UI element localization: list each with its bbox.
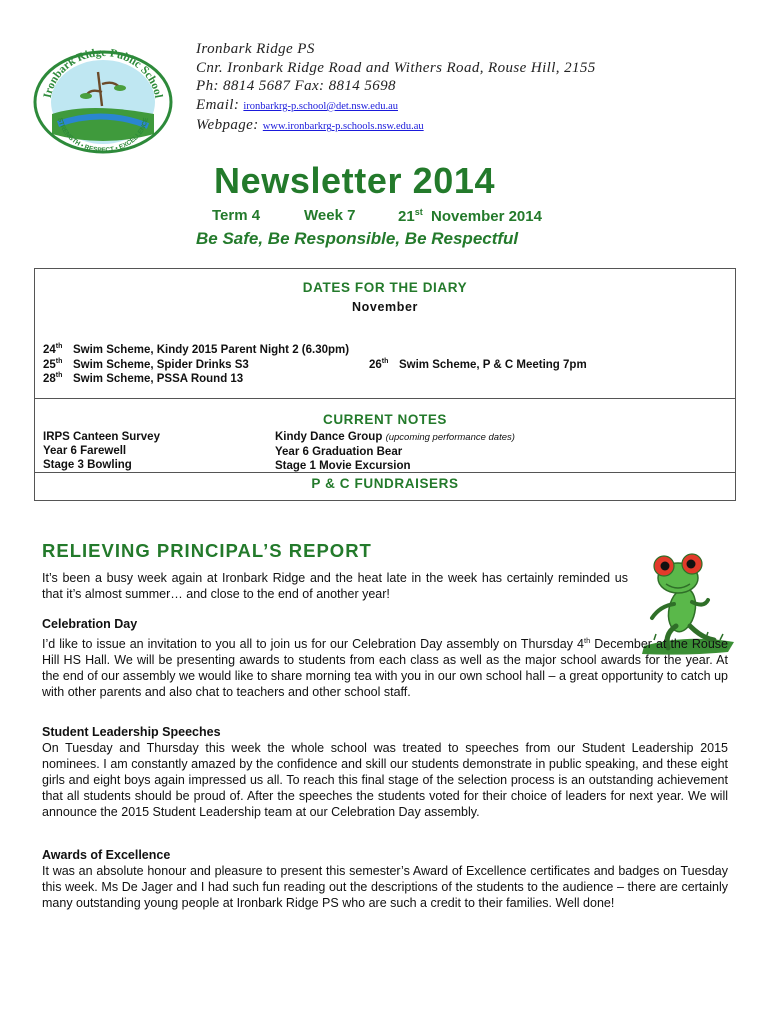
diary-month: November	[352, 300, 418, 314]
school-motto: Be Safe, Be Responsible, Be Respectful	[196, 229, 519, 248]
diary-event: 28th Swim Scheme, PSSA Round 13	[43, 372, 244, 385]
term-label: Term 4	[212, 207, 261, 224]
web-label: Webpage:	[196, 117, 259, 134]
school-contact	[196, 40, 596, 137]
school-phone-fax: Ph: 8814 5687 Fax: 8814 5698	[196, 78, 396, 95]
section-title: Celebration Day	[42, 617, 138, 631]
week-label: Week 7	[304, 207, 356, 224]
diary-event: 25th Swim Scheme, Spider Drinks S3	[43, 358, 249, 371]
report-intro: It’s been a busy week again at Ironbark Ridge and the heat late in the week has certainly reminded us that it’s almost summer… and close to the end of another year!	[42, 571, 628, 601]
diary-heading: DATES FOR THE DIARY	[302, 280, 468, 295]
notes-left	[43, 430, 160, 472]
diary-event: 24th Swim Scheme, Kindy 2015 Parent Night 2 (6.30pm)	[43, 343, 350, 356]
diary-event: 26th Swim Scheme, P & C Meeting 7pm	[369, 358, 587, 371]
logo-school-name: Ironbark Ridge Public School	[41, 46, 165, 100]
email-label: Email:	[196, 96, 240, 113]
email-link[interactable]: ironbarkrg-p.school@det.nsw.edu.au	[243, 100, 398, 112]
diary-box	[34, 268, 736, 501]
school-address: Cnr. Ironbark Ridge Road and Withers Road, Rouse Hill, 2155	[196, 59, 596, 76]
note-item: Year 6 Graduation Bear	[275, 446, 403, 458]
web-link[interactable]: www.ironbarkrg-p.schools.nsw.edu.au	[262, 121, 424, 133]
notes-right	[275, 430, 515, 473]
notes-heading: CURRENT NOTES	[322, 412, 448, 427]
note-item: IRPS Canteen Survey	[43, 431, 160, 443]
newsletter-title: Newsletter 2014	[214, 160, 496, 201]
note-item: Stage 3 Bowling	[43, 459, 132, 471]
section-title: Student Leadership Speeches	[42, 725, 221, 739]
note-item: Year 6 Farewell	[43, 445, 127, 457]
note-item: Kindy Dance Group (upcoming performance dates)	[275, 431, 515, 443]
section-body: It was an absolute honour and pleasure to present this semester’s Award of Excellence certificates and badges on Tuesday this week. Ms De Jager and I had such fun reading out the descriptions of the students to the audience – there are certainly many outstanding young people at Ironbark Ridge PS who are such a credit to their families. Well done!	[42, 864, 728, 910]
school-logo	[28, 44, 178, 154]
report-heading: RELIEVING PRINCIPAL’S REPORT	[42, 540, 372, 561]
fundraisers-heading: P & C FUNDRAISERS	[311, 476, 459, 491]
diary-divider	[35, 472, 735, 473]
note-item: Stage 1 Movie Excursion	[275, 460, 411, 472]
section-body: On Tuesday and Thursday this week the whole school was treated to speeches from our Student Leadership 2015 nominees. I am constantly amazed by the confidence and skill our students demonstrate in public speaking, and these eight girls and eight boys again impressed us all. To reach this final stage of the selection process is an outstanding achievement that all students should be proud of. After the speeches the students voted for their choice of leaders for next year. We will announce the 2015 Student Leadership team at our Celebration Day assembly.	[42, 741, 728, 819]
section-title: Awards of Excellence	[42, 848, 171, 862]
section-body: I’d like to issue an invitation to you all to join us for our Celebration Day assembly on Thursday 4th December at the Rouse Hill HS Hall. We will be presenting awards to students from each class as well as the major school awards for the year. At the end of our assembly we would like to share morning tea with you in our own school hall – a great opportunity to catch up with other parents and also chat to teachers and other school staff.	[42, 636, 728, 699]
issue-date: 21st November 2014	[398, 207, 542, 225]
school-name: Ironbark Ridge PS	[196, 41, 315, 57]
diary-divider	[35, 398, 735, 399]
logo-motto: STRENGTH • RESPECT • EXCELLENCE	[56, 117, 150, 154]
